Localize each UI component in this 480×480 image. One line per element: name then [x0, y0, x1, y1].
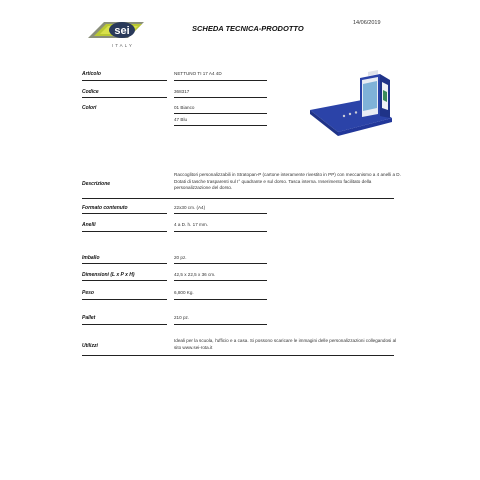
- divider: [174, 80, 267, 81]
- product-image: [304, 70, 400, 140]
- articolo-value: NETTUNO TI 17 A4 4D: [174, 71, 222, 76]
- divider: [174, 299, 267, 300]
- colori-value-2: 47 Blu: [174, 117, 188, 122]
- divider: [174, 263, 267, 264]
- divider: [82, 263, 167, 264]
- colori-label: Colori: [82, 105, 97, 111]
- utilizzi-label: Utilizzi: [82, 343, 98, 349]
- divider: [174, 231, 267, 232]
- logo-text: sei: [114, 25, 130, 37]
- divider: [82, 198, 394, 199]
- descrizione-label: Descrizione: [82, 181, 111, 187]
- divider: [174, 125, 267, 126]
- pallet-value: 210 pz.: [174, 315, 190, 320]
- formato-value: 22x30 cm. (A4): [174, 205, 206, 210]
- divider: [174, 280, 267, 281]
- divider: [174, 324, 267, 325]
- dimensioni-label: Dimensioni (L x P x H): [82, 272, 135, 278]
- codice-value: 368317: [174, 89, 190, 94]
- descrizione-value: Raccoglitori personalizzabili in Stratopan-P (cartone interamente rivestito in PP) con meccanismo a 4 anelli a D. Dotati di tasche trasparenti sul I° quadrante e sul dorso. Tasca interna. Inserimento facilitato della personalizzazione del dorso.: [174, 172, 401, 190]
- divider: [82, 80, 167, 81]
- dimensioni-value: 42,5 x 22,5 x 36 cm.: [174, 272, 216, 277]
- divider: [82, 231, 167, 232]
- page-title: SCHEDA TECNICA-PRODOTTO: [192, 24, 304, 33]
- divider: [82, 280, 167, 281]
- codice-label: Codice: [82, 89, 99, 95]
- divider: [82, 97, 167, 98]
- divider: [82, 324, 167, 325]
- peso-label: Peso: [82, 290, 94, 296]
- articolo-label: Articolo: [82, 71, 101, 77]
- divider: [82, 299, 167, 300]
- divider: [174, 213, 267, 214]
- utilizzi-value: Ideali per la scuola, l'ufficio e a casa. Si possono scaricare le immagini delle personalizzazioni collegandosi al sito www.sei-rota.it: [174, 338, 397, 350]
- anelli-value: 4 a D. h. 17 mm.: [174, 222, 208, 227]
- formato-label: Formato contenuto: [82, 205, 128, 211]
- document-date: 14/06/2019: [353, 20, 381, 26]
- pallet-label: Pallet: [82, 315, 96, 321]
- divider: [174, 113, 267, 114]
- colori-value-1: 01 Bianco: [174, 105, 195, 110]
- divider: [174, 97, 267, 98]
- anelli-label: Anelli: [82, 222, 96, 228]
- divider: [82, 213, 167, 214]
- divider: [82, 355, 394, 356]
- peso-value: 6,800 Kg.: [174, 290, 194, 295]
- logo-subtitle: ITALY: [112, 43, 134, 48]
- imballo-value: 20 pz.: [174, 255, 187, 260]
- imballo-label: Imballo: [82, 255, 100, 261]
